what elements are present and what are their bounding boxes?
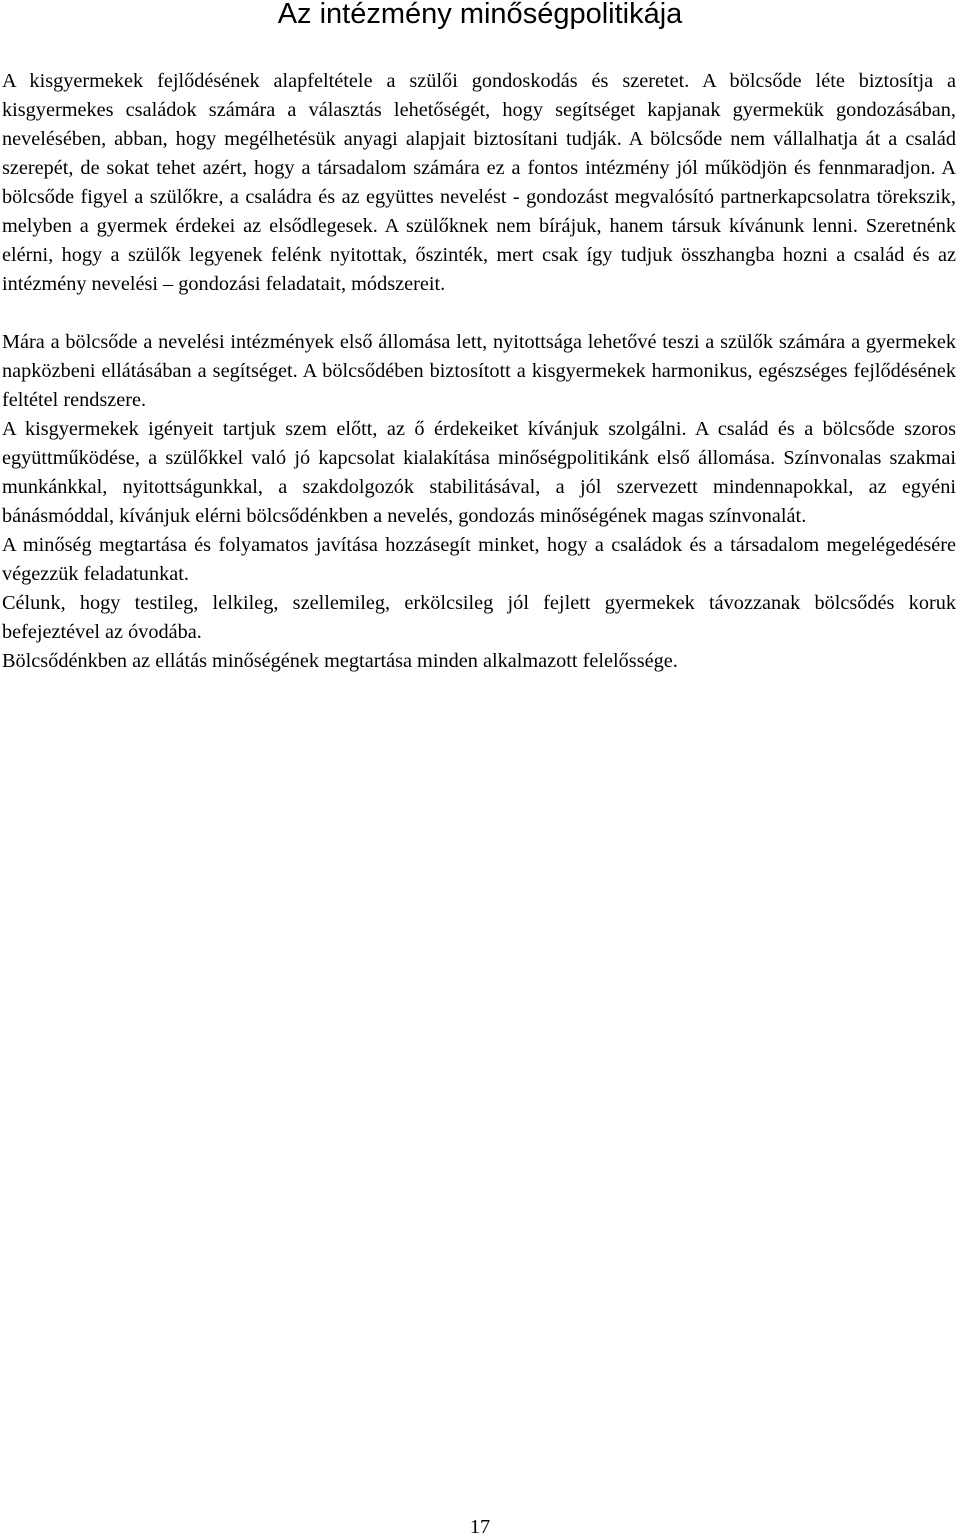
paragraph-quality: A minőség megtartása és folyamatos javítása hozzásegít minket, hogy a családok és a társadalom megelégedésére végezzük feladatunkat.	[2, 534, 956, 585]
page-title: Az intézmény minőségpolitikája	[277, 0, 683, 30]
paragraph-role: Mára a bölcsőde a nevelési intézmények első állomása lett, nyitottsága lehetővé teszi a szülők számára a gyermekek napközbeni ellátásában a segítséget. A bölcsődében biztosított a kisgyermekek harmonikus, egészséges fejlődésének feltétel rendszere.	[2, 331, 956, 411]
paragraph-intro: A kisgyermekek fejlődésének alapfeltétele a szülői gondoskodás és szeretet. A bölcsőde léte biztosítja a kisgyermekes családok számára a választás lehetőségét, hogy segítséget kapjanak gyermekük gondozásában, nevelésében, abban, hogy megélhetésük anyagi alapjait biztosítani tudják. A bölcsőde nem vállalhatja át a család szerepét, de sokat tehet azért, hogy a társadalom számára ez a fontos intézmény jól működjön és fennmaradjon. A bölcsőde figyel a szülőkre, a családra és az együttes nevelést - gondozást megvalósító partnerkapcsolatra törekszik, melyben a gyermek érdekei az elsődlegesek. A szülőknek nem bírájuk, hanem társuk kívánunk lenni. Szeretnénk elérni, hogy a szülők legyenek felénk nyitottak, őszinték, mert csak így tudjuk összhangba hozni a család és az intézmény nevelési – gondozási feladatait, módszereit.	[2, 70, 956, 295]
page-number: 17	[469, 1516, 491, 1538]
paragraph-goal: Célunk, hogy testileg, lelkileg, szellemileg, erkölcsileg jól fejlett gyermekek távozzanak bölcsődés koruk befejeztével az óvodába.	[2, 592, 956, 643]
document-body	[2, 67, 956, 676]
paragraph-spacer	[2, 299, 956, 328]
paragraph-cooperation: A kisgyermekek igényeit tartjuk szem előtt, az ő érdekeiket kívánjuk szolgálni. A család és a bölcsőde szoros együttműködése, a szülőkkel való jó kapcsolat kialakítása minőségpolitikánk első állomása. Színvonalas szakmai munkánkkal, nyitottságunkkal, a szakdolgozók stabilitásával, a jól szervezett mindennapokkal, az egyéni bánásmóddal, kívánjuk elérni bölcsődénkben a nevelés, gondozás minőségének magas színvonalát.	[2, 418, 956, 527]
paragraph-responsibility: Bölcsődénkben az ellátás minőségének megtartása minden alkalmazott felelőssége.	[2, 650, 678, 672]
